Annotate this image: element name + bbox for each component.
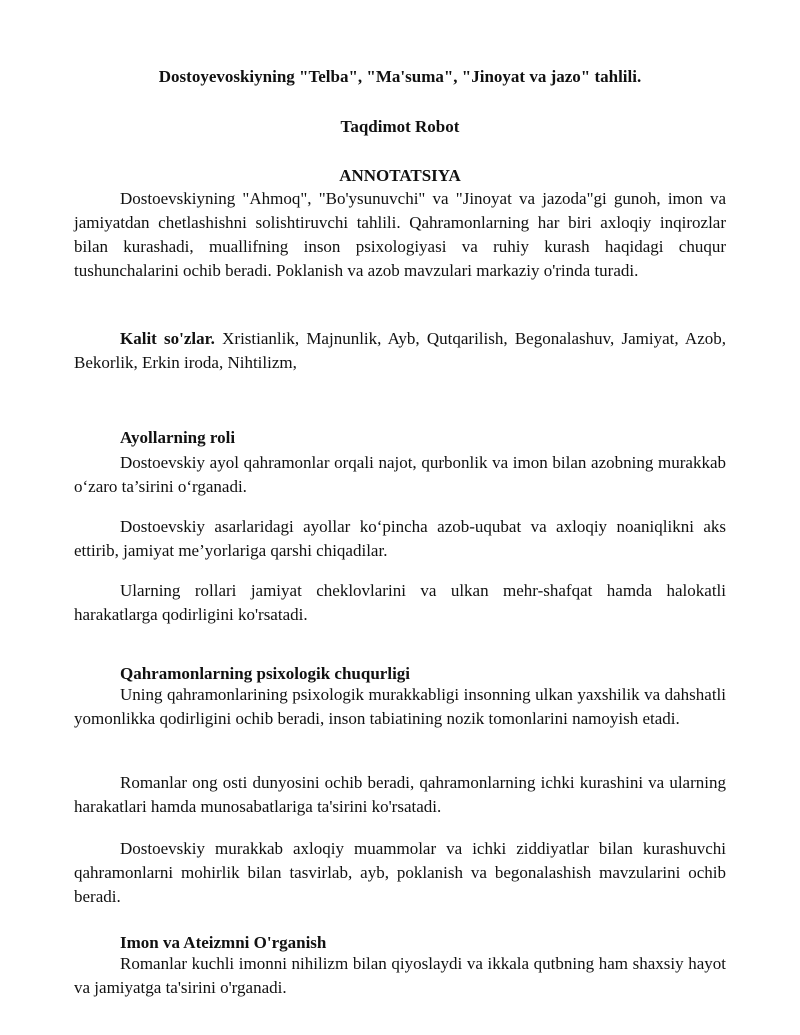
document-title: Dostoyevoskiyning "Telba", "Ma'suma", "Jinoyat va jazo" tahlili. bbox=[158, 67, 642, 86]
annotation-heading: ANNOTATSIYA bbox=[339, 166, 461, 185]
section-heading-women-role: Ayollarning roli bbox=[120, 428, 236, 447]
annotation-text: Dostoevskiyning "Ahmoq", "Bo'ysunuvchi" va "Jinoyat va jazoda"gi gunoh, imon va jamiyatdan chetlashishni solishtiruvchi tahlili. Qahramonlarning har biri axloqiy inqirozlar bilan kurashadi, muallifning inson psixologiyasi va ruhiy kurash haqidagi chuqur tushunchalarini ochib beradi. Poklanish va azob mavzulari markaziy o'rinda turadi. bbox=[74, 189, 726, 280]
section-paragraph: Dostoevskiy murakkab axloqiy muammolar va ichki ziddiyatlar bilan kurashuvchi qahramonlarni mohirlik bilan tasvirlab, ayb, poklanish va begonalashish mavzularini ochib beradi. bbox=[74, 839, 726, 906]
keywords-list: Xristianlik, Majnunlik, Ayb, Qutqarilish, Begonalashuv, Jamiyat, Azob, Bekorlik, Erkin iroda, Nihtilizm, bbox=[74, 329, 726, 372]
section-paragraph: Dostoevskiy ayol qahramonlar orqali najot, qurbonlik va imon bilan azobning murakkab o‘zaro ta’sirini o‘rganadi. bbox=[74, 453, 726, 496]
section-paragraph: Uning qahramonlarining psixologik murakkabligi insonning ulkan yaxshilik va dahshatli yomonlikka qodirligini ochib beradi, inson tabiatining nozik tomonlarini namoyish etadi. bbox=[74, 685, 726, 728]
section-paragraph: Romanlar kuchli imonni nihilizm bilan qiyoslaydi va ikkala qutbning ham shaxsiy hayot va jamiyatga ta'sirini o'rganadi. bbox=[74, 954, 726, 997]
section-heading-faith-atheism: Imon va Ateizmni O'rganish bbox=[120, 933, 327, 952]
keywords-label: Kalit so'zlar. bbox=[120, 329, 215, 348]
section-paragraph: Dostoevskiy asarlaridagi ayollar ko‘pincha azob-uqubat va axloqiy noaniqlikni aks ettirib, jamiyat me’yorlariga qarshi chiqadilar. bbox=[74, 517, 726, 560]
document-author: Taqdimot Robot bbox=[340, 117, 460, 136]
section-paragraph: Romanlar ong osti dunyosini ochib beradi, qahramonlarning ichki kurashini va ularning harakatlari hamda munosabatlariga ta'sirini ko'rsatadi. bbox=[74, 773, 726, 816]
section-paragraph: Ularning rollari jamiyat cheklovlarini va ulkan mehr-shafqat hamda halokatli harakatlarga qodirligini ko'rsatadi. bbox=[74, 581, 726, 624]
keywords-paragraph bbox=[74, 327, 726, 375]
section-heading-psychological-depth: Qahramonlarning psixologik chuqurligi bbox=[120, 664, 411, 683]
